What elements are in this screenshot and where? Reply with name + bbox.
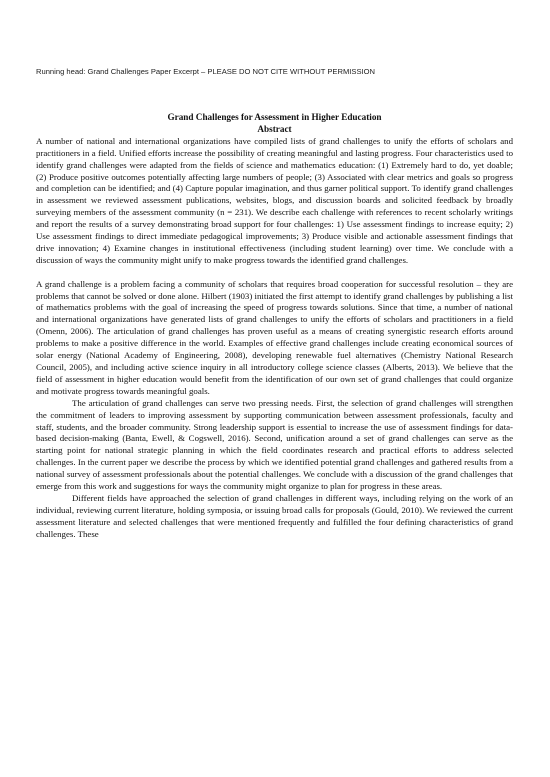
abstract-heading: Abstract <box>257 123 292 134</box>
body-paragraph-2: The articulation of grand challenges can serve two pressing needs. First, the selection of grand challenges will strengthen the commitment of leaders to improving assessment by supporting communication between assessment professionals, faculty and staff, students, and the broader community. Strong leadership support is essential to increase the use of assessment findings for data-based decision-making (Banta, Ewell, & Cogswell, 2016). Second, unification around a set of grand challenges can serve as the starting point for national strategic planning in which the field coordinates research and practical efforts to address selected challenges. In the current paper we describe the process by which we identified potential grand challenges and gathered results from a national survey of assessment professionals about the potential challenges. We conclude with a discussion of the grand challenges that emerge from this work and suggestions for ways the community might organize to plan for progress in these areas. <box>36 397 513 492</box>
paragraph-gap <box>36 267 513 279</box>
body-paragraph-1: A grand challenge is a problem facing a community of scholars that requires broad cooperation for successful resolution – they are problems that cannot be solved or done alone. Hilbert (1903) initiated the first attempt to identify grand challenges by publishing a list of mathematics problems with the goal of increasing the speed of progress towards solutions. Since that time, a number of national and international organizations have generated lists of grand challenges to unify the efforts of scholars and practitioners in a field (Omenn, 2006). The articulation of grand challenges has proven useful as a means of creating synergistic research efforts around problems to make a positive difference in the world. Examples of effective grand challenges include creating economical sources of solar energy (National Academy of Engineering, 2008), developing renewable fuel alternatives (Chemistry National Research Council, 2005), and including active science inquiry in all introductory college science classes (Alberts, 2013). We believe that the field of assessment in higher education would benefit from the identification of our own set of grand challenges that could organize and motivate progress towards meaningful goals. <box>36 278 513 396</box>
body-paragraph-3: Different fields have approached the selection of grand challenges in different ways, including relying on the work of an individual, reviewing current literature, holding symposia, or issuing broad calls for proposals (Gould, 2010). We reviewed the current assessment literature and selected challenges that were mentioned frequently and fulfilled the four defining characteristics of grand challenges. These <box>36 492 513 539</box>
abstract-text: A number of national and international organizations have compiled lists of grand challenges to unify the efforts of scholars and practitioners in a field. Unified efforts increase the possibility of creating meaningful and lasting progress. Four characteristics used to identify grand challenges were adapted from the fields of science and mathematics education: (1) Extremely hard to do, yet doable; (2) Produce positive outcomes potentially affecting large numbers of people; (3) Associated with clear metrics and goals so progress and completion can be identified; and (4) Capture popular imagination, and thus garner political support. To identify grand challenges in assessment we reviewed assessment publications, websites, blogs, and discussion boards and solicited feedback by broadly surveying members of the assessment community (n = 231). We describe each challenge with references to recent scholarly writings and report the results of a survey demonstrating broad support for four challenges: 1) Use assessment findings to increase equity; 2) Use assessment findings to direct immediate pedagogical improvements; 3) Produce visible and actionable assessment findings that drive innovation; 4) Examine changes in institutional effectiveness (including student learning) over time. We conclude with a discussion of ways the community might unify to make progress towards the identified grand challenges. <box>36 135 513 265</box>
running-head: Running head: Grand Challenges Paper Excerpt – PLEASE DO NOT CITE WITHOUT PERMISSION <box>36 67 376 76</box>
paper-title: Grand Challenges for Assessment in Higher Education <box>167 112 382 122</box>
document-body <box>36 112 513 541</box>
